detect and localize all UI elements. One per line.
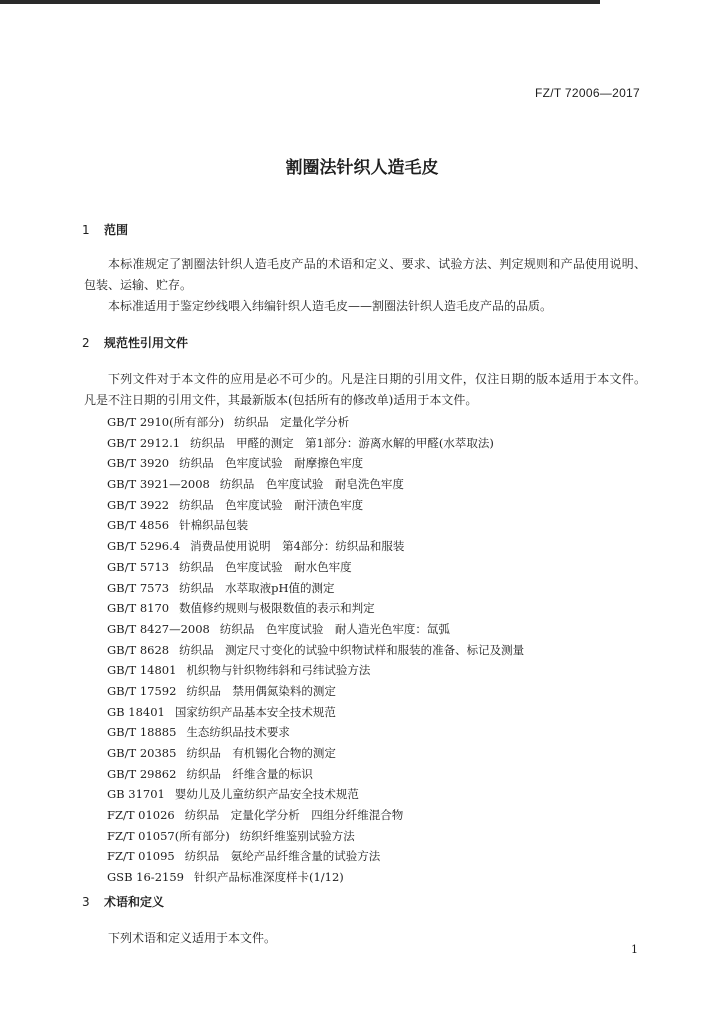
scan-edge-bar	[0, 0, 600, 4]
reference-code: GB/T 14801	[107, 663, 177, 678]
reference-code: GSB 16-2159	[107, 870, 184, 885]
reference-title: 生态纺织品技术要求	[186, 725, 290, 740]
reference-title: 纺织品 有机锡化合物的测定	[186, 746, 336, 760]
section-heading-1	[82, 221, 128, 238]
reference-item	[107, 828, 647, 849]
reference-code: GB/T 2912.1	[107, 435, 181, 450]
reference-item	[107, 662, 647, 683]
reference-item	[107, 476, 647, 497]
reference-item	[107, 455, 647, 476]
reference-title: 纺织品 氨纶产品纤维含量的试验方法	[184, 849, 381, 864]
reference-title: 纺织品 色牢度试验 耐汗渍色牢度	[179, 497, 364, 512]
section-number: 2	[82, 336, 90, 350]
reference-title: 纺织纤维鉴别试验方法	[239, 828, 355, 843]
reference-title: 数值修约规则与极限数值的表示和判定	[179, 601, 375, 616]
reference-code: GB/T 7573	[107, 580, 170, 595]
reference-title: 针织产品标准深度样卡(1/12)	[193, 870, 344, 885]
reference-code: GB/T 5713	[107, 559, 170, 574]
reference-title: 纺织品 禁用偶氮染料的测定	[186, 683, 336, 698]
section-heading-2	[82, 334, 188, 351]
paragraph: 下列术语和定义适用于本文件。	[108, 931, 277, 945]
reference-item	[107, 559, 647, 580]
reference-code: GB/T 5296.4	[107, 539, 181, 554]
reference-item	[107, 766, 647, 787]
reference-title: 纺织品 测定尺寸变化的试验中织物试样和服装的准备、标记及测量	[179, 642, 525, 657]
paragraph: 本标准规定了割圈法针织人造毛皮产品的术语和定义、要求、试验方法、判定规则和产品使用说明、包装、运输、贮存。	[84, 257, 646, 292]
reference-item	[107, 807, 647, 828]
reference-code: GB/T 8427—2008	[107, 621, 210, 636]
reference-code: GB/T 29862	[107, 766, 177, 781]
reference-title: 国家纺织产品基本安全技术规范	[174, 704, 336, 719]
section-2-body	[84, 369, 646, 411]
reference-title: 纺织品 定量化学分析	[234, 415, 350, 429]
reference-title: 纺织品 甲醛的测定 第1部分：游离水解的甲醛(水萃取法)	[190, 435, 494, 450]
reference-item	[107, 724, 647, 745]
reference-title: 纺织品 纤维含量的标识	[186, 766, 313, 781]
reference-item	[107, 745, 647, 766]
section-title: 范围	[104, 223, 129, 237]
reference-code: GB/T 17592	[107, 683, 177, 698]
reference-code: FZ/T 01057(所有部分)	[107, 828, 230, 843]
reference-item	[107, 786, 647, 807]
page-number: 1	[631, 943, 638, 956]
reference-code: GB/T 8628	[107, 642, 170, 657]
section-number: 3	[82, 895, 90, 909]
reference-item	[107, 580, 647, 601]
reference-item	[107, 435, 647, 456]
normative-reference-list	[107, 414, 647, 890]
reference-title: 纺织品 色牢度试验 耐人造光色牢度：氙弧	[219, 621, 450, 636]
reference-code: FZ/T 01095	[107, 849, 175, 864]
section-3-body	[84, 928, 646, 949]
reference-item	[107, 704, 647, 725]
reference-code: GB/T 3922	[107, 497, 170, 512]
reference-title: 机织物与针织物纬斜和弓纬试验方法	[186, 663, 371, 678]
reference-item	[107, 621, 647, 642]
reference-title: 纺织品 色牢度试验 耐摩擦色牢度	[179, 456, 364, 471]
paragraph: 下列文件对于本文件的应用是必不可少的。凡是注日期的引用文件，仅注日期的版本适用于本文件。凡是不注日期的引用文件，其最新版本(包括所有的修改单)适用于本文件。	[84, 372, 646, 407]
reference-code: GB/T 18885	[107, 725, 177, 740]
reference-item	[107, 414, 647, 435]
section-1-body	[84, 254, 646, 317]
section-number: 1	[82, 223, 90, 237]
reference-code: FZ/T 01026	[107, 808, 175, 823]
reference-code: GB/T 8170	[107, 601, 170, 616]
reference-item	[107, 497, 647, 518]
reference-item	[107, 869, 647, 890]
reference-title: 纺织品 水萃取液pH值的测定	[179, 580, 335, 595]
section-title: 术语和定义	[104, 895, 165, 909]
reference-code: GB/T 20385	[107, 746, 177, 760]
reference-item	[107, 538, 647, 559]
reference-code: GB/T 2910(所有部分)	[107, 415, 225, 429]
reference-code: GB 31701	[107, 787, 165, 802]
reference-item	[107, 642, 647, 663]
reference-item	[107, 517, 647, 538]
section-title: 规范性引用文件	[104, 336, 189, 350]
paragraph: 本标准适用于鉴定纱线喂入纬编针织人造毛皮——割圈法针织人造毛皮产品的品质。	[108, 299, 553, 313]
section-heading-3	[82, 893, 164, 910]
document-title: 割圈法针织人造毛皮	[285, 158, 439, 178]
standard-code: FZ/T 72006—2017	[534, 86, 640, 100]
reference-item	[107, 683, 647, 704]
reference-title: 纺织品 色牢度试验 耐水色牢度	[179, 559, 352, 574]
reference-code: GB/T 3920	[107, 456, 170, 471]
reference-item	[107, 848, 647, 869]
reference-title: 纺织品 色牢度试验 耐皂洗色牢度	[219, 477, 404, 492]
reference-title: 纺织品 定量化学分析 四组分纤维混合物	[184, 808, 404, 823]
reference-item	[107, 600, 647, 621]
reference-code: GB/T 3921—2008	[107, 477, 210, 492]
reference-title: 针棉织品包装	[179, 518, 249, 533]
reference-title: 消费品使用说明 第4部分：纺织品和服装	[190, 539, 405, 554]
reference-title: 婴幼儿及儿童纺织产品安全技术规范	[174, 787, 359, 802]
reference-code: GB/T 4856	[107, 518, 170, 533]
reference-code: GB 18401	[107, 704, 165, 719]
